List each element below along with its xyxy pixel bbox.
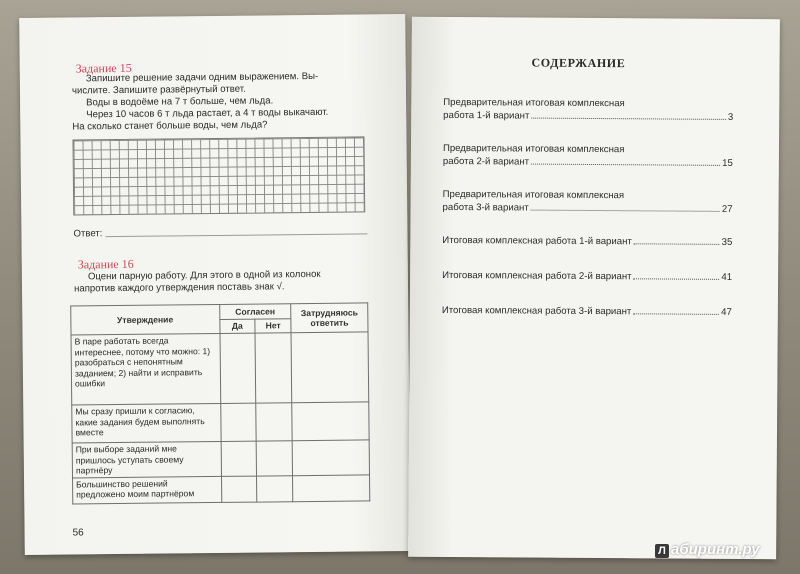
answer-label: Ответ:: [73, 228, 103, 240]
left-page: [19, 14, 411, 555]
dot-leader: [634, 278, 720, 280]
toc-entry-1-page: 3: [727, 111, 734, 123]
task15-line-3: Воды в водоёме на 7 т больше, чем льда.: [86, 95, 274, 109]
page-number: 56: [72, 527, 84, 539]
task16-line-2: напротив каждого утверждения поставь знак √.: [73, 281, 285, 295]
row-2-no-cell[interactable]: [256, 403, 292, 441]
header-statement: Утверждение: [71, 304, 220, 335]
toc-entry-6-page: 47: [721, 306, 732, 318]
task15-title: Задание 15: [75, 60, 132, 76]
task15-line-4: Через 10 часов 6 т льда растает, а 4 т воды выкачают.: [86, 106, 329, 121]
header-yes: Да: [219, 319, 255, 334]
row-2-hard-cell[interactable]: [292, 402, 369, 441]
header-hard: Затрудняюсь ответить: [291, 303, 368, 333]
labirint-logo-icon: Л: [655, 544, 669, 558]
row-3-hard-cell[interactable]: [292, 440, 369, 475]
task16-line-1: Оцени парную работу. Для этого в одной из колонок: [87, 268, 321, 283]
dot-leader: [633, 313, 719, 315]
right-page: [408, 17, 780, 560]
toc-entry-2[interactable]: [443, 143, 733, 170]
toc-entry-5-page: 41: [721, 271, 733, 283]
header-agree: Согласен: [219, 304, 291, 319]
task15-line-1: Запишите решение задачи одним выражением. Вы-: [85, 70, 319, 85]
row-1-hard-cell[interactable]: [291, 332, 369, 403]
table-row-1-statement: В паре работать всегда интереснее, потому что можно: 1) разобраться с непонятным заданием; 2) найти и исправить ошибки: [71, 333, 220, 405]
toc-entry-4-page: 35: [721, 236, 733, 248]
toc-entry-2-page: 15: [722, 157, 733, 169]
toc-entry-1-line1: Предварительная итоговая комплексная: [443, 96, 625, 110]
toc-entry-2-line2: работа 2-й вариант: [442, 155, 530, 168]
toc-title: СОДЕРЖАНИЕ: [531, 55, 626, 71]
toc-entry-1-line2: работа 1-й вариант: [443, 109, 530, 122]
header-no: Нет: [255, 318, 291, 333]
answer-grid[interactable]: [72, 136, 365, 215]
toc-entry-4-line2: Итоговая комплексная работа 1-й вариант: [442, 234, 632, 248]
row-3-no-cell[interactable]: [256, 441, 292, 476]
row-4-yes-cell[interactable]: [221, 476, 257, 502]
dot-leader: [531, 209, 720, 211]
toc-entry-5[interactable]: [442, 270, 732, 285]
watermark: [655, 541, 760, 558]
row-4-hard-cell[interactable]: [293, 474, 370, 501]
toc-entry-6-line2: Итоговая комплексная работа 3-й вариант: [441, 304, 632, 318]
toc-entry-3-line2: работа 3-й вариант: [442, 201, 529, 214]
dot-leader: [634, 243, 720, 245]
table-row-2-statement: Мы сразу пришли к согласию, какие задания будем выполнять вместе: [72, 403, 221, 443]
toc-entry-3[interactable]: [443, 189, 733, 216]
toc-entry-1[interactable]: [443, 97, 733, 124]
toc-entry-4[interactable]: [442, 235, 732, 250]
dot-leader: [531, 117, 725, 119]
row-4-no-cell[interactable]: [257, 475, 293, 501]
task16-title: Задание 16: [77, 256, 134, 272]
table-row-3-statement: При выборе заданий мне пришлось уступать своему партнёру: [72, 441, 221, 477]
assessment-table: [70, 302, 370, 504]
row-1-no-cell[interactable]: [255, 333, 292, 403]
toc-entry-3-page: 27: [721, 203, 733, 215]
toc-entry-5-line2: Итоговая комплексная работа 2-й вариант: [442, 269, 632, 283]
toc-entry-6[interactable]: [442, 305, 732, 320]
row-3-yes-cell[interactable]: [221, 441, 257, 476]
task15-line-5: На сколько станет больше воды, чем льда?: [72, 119, 268, 133]
table-row-4-statement: Большинство решений предложено моим партнёром: [73, 476, 222, 504]
toc-entry-2-line1: Предварительная итоговая комплексная: [442, 142, 625, 156]
row-1-yes-cell[interactable]: [220, 333, 257, 403]
watermark-text: абиринт.ру: [671, 541, 760, 558]
task15-line-2: числите. Запишите развёрнутый ответ.: [71, 83, 246, 97]
row-2-yes-cell[interactable]: [220, 403, 256, 441]
dot-leader: [531, 163, 720, 165]
toc-entry-3-line1: Предварительная итоговая комплексная: [442, 188, 625, 202]
answer-line[interactable]: [105, 233, 367, 237]
